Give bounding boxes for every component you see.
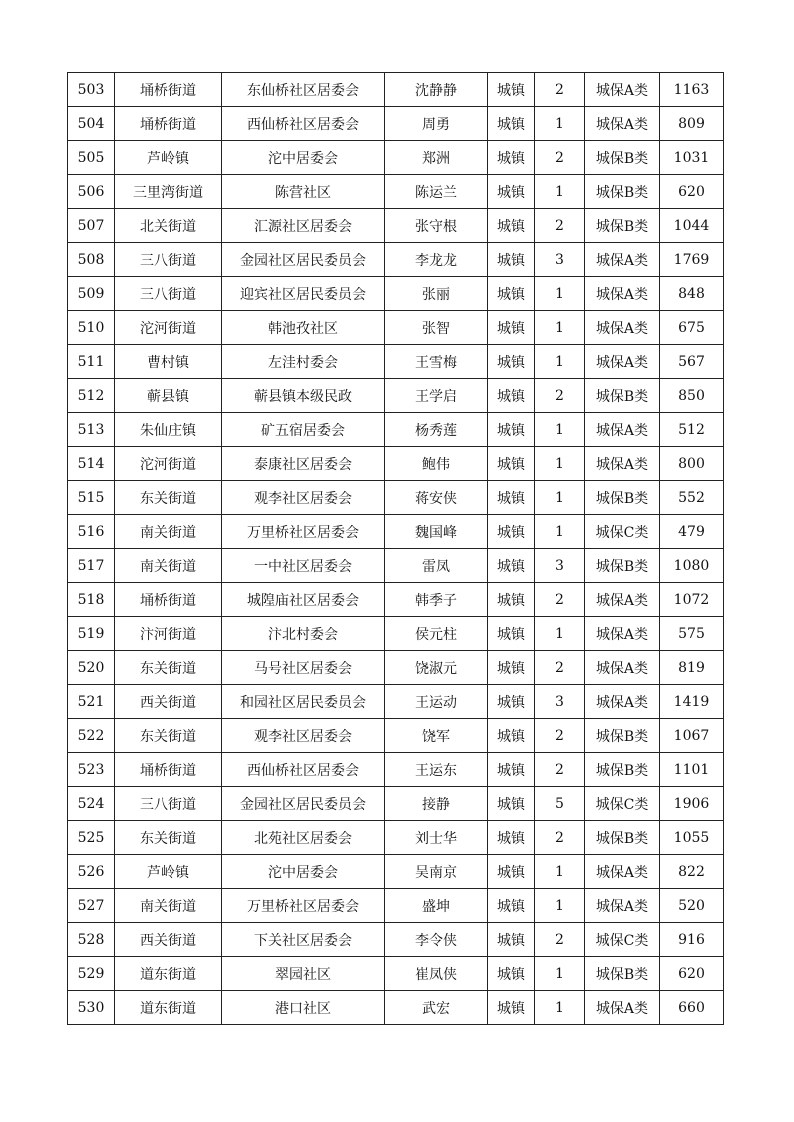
table-row [68, 413, 724, 447]
cell-amount: 850 [660, 379, 724, 413]
cell-person-name: 李龙龙 [385, 243, 488, 277]
cell-category: 城保A类 [585, 447, 660, 481]
cell-serial-number: 528 [68, 923, 115, 957]
cell-amount: 809 [660, 107, 724, 141]
cell-street: 沱河街道 [115, 311, 222, 345]
cell-household-size: 1 [535, 175, 585, 209]
cell-household-size: 2 [535, 209, 585, 243]
cell-amount: 520 [660, 889, 724, 923]
cell-household-size: 1 [535, 413, 585, 447]
cell-household-size: 1 [535, 345, 585, 379]
cell-area-type: 城镇 [488, 821, 535, 855]
cell-community: 万里桥社区居委会 [222, 515, 385, 549]
cell-serial-number: 521 [68, 685, 115, 719]
table-row [68, 855, 724, 889]
cell-serial-number: 507 [68, 209, 115, 243]
cell-area-type: 城镇 [488, 583, 535, 617]
cell-serial-number: 524 [68, 787, 115, 821]
cell-area-type: 城镇 [488, 345, 535, 379]
cell-area-type: 城镇 [488, 753, 535, 787]
cell-street: 东关街道 [115, 719, 222, 753]
table-row [68, 107, 724, 141]
cell-household-size: 1 [535, 481, 585, 515]
cell-category: 城保B类 [585, 719, 660, 753]
cell-amount: 660 [660, 991, 724, 1025]
cell-household-size: 2 [535, 141, 585, 175]
cell-community: 港口社区 [222, 991, 385, 1025]
cell-category: 城保A类 [585, 583, 660, 617]
cell-person-name: 鲍伟 [385, 447, 488, 481]
table-row [68, 957, 724, 991]
cell-household-size: 1 [535, 855, 585, 889]
cell-serial-number: 517 [68, 549, 115, 583]
table-row [68, 549, 724, 583]
cell-household-size: 1 [535, 311, 585, 345]
cell-category: 城保B类 [585, 753, 660, 787]
cell-serial-number: 513 [68, 413, 115, 447]
cell-amount: 1769 [660, 243, 724, 277]
cell-street: 北关街道 [115, 209, 222, 243]
cell-person-name: 郑洲 [385, 141, 488, 175]
cell-amount: 819 [660, 651, 724, 685]
cell-community: 金园社区居民委员会 [222, 787, 385, 821]
cell-category: 城保A类 [585, 277, 660, 311]
cell-person-name: 周勇 [385, 107, 488, 141]
cell-household-size: 3 [535, 685, 585, 719]
cell-serial-number: 529 [68, 957, 115, 991]
cell-household-size: 2 [535, 821, 585, 855]
cell-area-type: 城镇 [488, 991, 535, 1025]
cell-category: 城保A类 [585, 889, 660, 923]
table-row [68, 379, 724, 413]
cell-amount: 1031 [660, 141, 724, 175]
table-row [68, 175, 724, 209]
cell-area-type: 城镇 [488, 889, 535, 923]
table-row [68, 753, 724, 787]
cell-serial-number: 519 [68, 617, 115, 651]
cell-street: 南关街道 [115, 515, 222, 549]
cell-street: 埇桥街道 [115, 753, 222, 787]
cell-household-size: 2 [535, 73, 585, 107]
cell-amount: 1072 [660, 583, 724, 617]
cell-street: 芦岭镇 [115, 855, 222, 889]
cell-area-type: 城镇 [488, 957, 535, 991]
cell-household-size: 3 [535, 549, 585, 583]
cell-person-name: 刘士华 [385, 821, 488, 855]
table-row [68, 209, 724, 243]
cell-area-type: 城镇 [488, 73, 535, 107]
table-row [68, 243, 724, 277]
cell-street: 西关街道 [115, 923, 222, 957]
cell-category: 城保C类 [585, 515, 660, 549]
table-row [68, 73, 724, 107]
cell-amount: 620 [660, 957, 724, 991]
cell-serial-number: 525 [68, 821, 115, 855]
cell-person-name: 侯元柱 [385, 617, 488, 651]
cell-community: 汴北村委会 [222, 617, 385, 651]
cell-amount: 512 [660, 413, 724, 447]
cell-area-type: 城镇 [488, 447, 535, 481]
cell-amount: 1055 [660, 821, 724, 855]
cell-household-size: 2 [535, 719, 585, 753]
cell-community: 东仙桥社区居委会 [222, 73, 385, 107]
cell-category: 城保A类 [585, 651, 660, 685]
cell-community: 马号社区居委会 [222, 651, 385, 685]
table-row [68, 685, 724, 719]
cell-community: 汇源社区居委会 [222, 209, 385, 243]
cell-category: 城保A类 [585, 311, 660, 345]
table-row [68, 787, 724, 821]
cell-person-name: 雷凤 [385, 549, 488, 583]
cell-community: 西仙桥社区居委会 [222, 753, 385, 787]
cell-community: 陈营社区 [222, 175, 385, 209]
cell-community: 西仙桥社区居委会 [222, 107, 385, 141]
table-row [68, 719, 724, 753]
cell-household-size: 2 [535, 753, 585, 787]
cell-serial-number: 512 [68, 379, 115, 413]
cell-household-size: 1 [535, 447, 585, 481]
cell-serial-number: 514 [68, 447, 115, 481]
cell-category: 城保A类 [585, 413, 660, 447]
cell-street: 道东街道 [115, 991, 222, 1025]
cell-street: 埇桥街道 [115, 583, 222, 617]
cell-person-name: 李令侠 [385, 923, 488, 957]
cell-area-type: 城镇 [488, 175, 535, 209]
cell-category: 城保A类 [585, 73, 660, 107]
cell-community: 韩池孜社区 [222, 311, 385, 345]
cell-serial-number: 526 [68, 855, 115, 889]
cell-amount: 575 [660, 617, 724, 651]
assistance-roster-table [67, 72, 724, 1025]
cell-community: 蕲县镇本级民政 [222, 379, 385, 413]
cell-household-size: 5 [535, 787, 585, 821]
cell-community: 左洼村委会 [222, 345, 385, 379]
cell-amount: 1163 [660, 73, 724, 107]
cell-person-name: 沈静静 [385, 73, 488, 107]
cell-serial-number: 503 [68, 73, 115, 107]
cell-category: 城保B类 [585, 175, 660, 209]
cell-amount: 1080 [660, 549, 724, 583]
cell-person-name: 王运东 [385, 753, 488, 787]
cell-category: 城保A类 [585, 243, 660, 277]
cell-household-size: 1 [535, 515, 585, 549]
cell-category: 城保B类 [585, 957, 660, 991]
cell-household-size: 2 [535, 923, 585, 957]
cell-amount: 800 [660, 447, 724, 481]
cell-area-type: 城镇 [488, 243, 535, 277]
cell-serial-number: 522 [68, 719, 115, 753]
cell-category: 城保A类 [585, 107, 660, 141]
table-row [68, 651, 724, 685]
table-row [68, 991, 724, 1025]
cell-person-name: 张丽 [385, 277, 488, 311]
cell-person-name: 吴南京 [385, 855, 488, 889]
cell-household-size: 1 [535, 107, 585, 141]
cell-household-size: 2 [535, 379, 585, 413]
cell-serial-number: 508 [68, 243, 115, 277]
cell-community: 和园社区居民委员会 [222, 685, 385, 719]
cell-household-size: 3 [535, 243, 585, 277]
cell-household-size: 1 [535, 889, 585, 923]
cell-amount: 1101 [660, 753, 724, 787]
cell-community: 观李社区居委会 [222, 481, 385, 515]
cell-community: 城隍庙社区居委会 [222, 583, 385, 617]
table-row [68, 311, 724, 345]
cell-amount: 1044 [660, 209, 724, 243]
cell-category: 城保B类 [585, 549, 660, 583]
cell-amount: 1067 [660, 719, 724, 753]
table-row [68, 481, 724, 515]
cell-person-name: 王学启 [385, 379, 488, 413]
cell-amount: 1906 [660, 787, 724, 821]
cell-category: 城保B类 [585, 141, 660, 175]
cell-person-name: 王运动 [385, 685, 488, 719]
cell-street: 东关街道 [115, 821, 222, 855]
cell-community: 万里桥社区居委会 [222, 889, 385, 923]
cell-person-name: 张守根 [385, 209, 488, 243]
cell-household-size: 1 [535, 277, 585, 311]
table-row [68, 447, 724, 481]
cell-area-type: 城镇 [488, 549, 535, 583]
cell-category: 城保B类 [585, 379, 660, 413]
cell-street: 东关街道 [115, 651, 222, 685]
cell-category: 城保A类 [585, 991, 660, 1025]
cell-area-type: 城镇 [488, 379, 535, 413]
cell-serial-number: 506 [68, 175, 115, 209]
cell-amount: 567 [660, 345, 724, 379]
cell-household-size: 2 [535, 651, 585, 685]
cell-area-type: 城镇 [488, 923, 535, 957]
cell-household-size: 1 [535, 957, 585, 991]
table-row [68, 277, 724, 311]
cell-person-name: 接静 [385, 787, 488, 821]
cell-area-type: 城镇 [488, 481, 535, 515]
cell-person-name: 盛坤 [385, 889, 488, 923]
cell-amount: 479 [660, 515, 724, 549]
cell-person-name: 蒋安侠 [385, 481, 488, 515]
cell-community: 北苑社区居委会 [222, 821, 385, 855]
cell-category: 城保B类 [585, 209, 660, 243]
table-row [68, 923, 724, 957]
cell-street: 西关街道 [115, 685, 222, 719]
cell-person-name: 杨秀莲 [385, 413, 488, 447]
cell-serial-number: 505 [68, 141, 115, 175]
table-row [68, 583, 724, 617]
table-body [68, 73, 724, 1025]
cell-amount: 848 [660, 277, 724, 311]
cell-area-type: 城镇 [488, 277, 535, 311]
cell-person-name: 崔凤侠 [385, 957, 488, 991]
cell-serial-number: 509 [68, 277, 115, 311]
cell-community: 沱中居委会 [222, 855, 385, 889]
cell-serial-number: 520 [68, 651, 115, 685]
cell-street: 三八街道 [115, 787, 222, 821]
cell-category: 城保A类 [585, 685, 660, 719]
cell-area-type: 城镇 [488, 209, 535, 243]
cell-street: 三八街道 [115, 243, 222, 277]
cell-serial-number: 516 [68, 515, 115, 549]
cell-community: 矿五宿居委会 [222, 413, 385, 447]
cell-street: 三里湾街道 [115, 175, 222, 209]
cell-area-type: 城镇 [488, 617, 535, 651]
table-row [68, 889, 724, 923]
cell-person-name: 武宏 [385, 991, 488, 1025]
cell-person-name: 陈运兰 [385, 175, 488, 209]
cell-street: 南关街道 [115, 889, 222, 923]
table-row [68, 515, 724, 549]
cell-street: 南关街道 [115, 549, 222, 583]
cell-category: 城保A类 [585, 345, 660, 379]
table-row [68, 617, 724, 651]
cell-serial-number: 523 [68, 753, 115, 787]
cell-category: 城保A类 [585, 855, 660, 889]
cell-street: 埇桥街道 [115, 107, 222, 141]
cell-community: 观李社区居委会 [222, 719, 385, 753]
cell-area-type: 城镇 [488, 107, 535, 141]
cell-community: 泰康社区居委会 [222, 447, 385, 481]
cell-person-name: 饶军 [385, 719, 488, 753]
cell-amount: 822 [660, 855, 724, 889]
cell-street: 埇桥街道 [115, 73, 222, 107]
cell-area-type: 城镇 [488, 413, 535, 447]
cell-amount: 620 [660, 175, 724, 209]
cell-category: 城保B类 [585, 821, 660, 855]
cell-serial-number: 515 [68, 481, 115, 515]
cell-community: 翠园社区 [222, 957, 385, 991]
cell-community: 沱中居委会 [222, 141, 385, 175]
cell-serial-number: 527 [68, 889, 115, 923]
cell-amount: 552 [660, 481, 724, 515]
cell-area-type: 城镇 [488, 651, 535, 685]
cell-area-type: 城镇 [488, 855, 535, 889]
cell-amount: 916 [660, 923, 724, 957]
cell-category: 城保C类 [585, 787, 660, 821]
cell-street: 朱仙庄镇 [115, 413, 222, 447]
cell-serial-number: 530 [68, 991, 115, 1025]
table-row [68, 821, 724, 855]
cell-community: 一中社区居委会 [222, 549, 385, 583]
cell-street: 蕲县镇 [115, 379, 222, 413]
cell-category: 城保A类 [585, 617, 660, 651]
cell-amount: 675 [660, 311, 724, 345]
cell-person-name: 魏国峰 [385, 515, 488, 549]
cell-area-type: 城镇 [488, 141, 535, 175]
cell-street: 东关街道 [115, 481, 222, 515]
cell-street: 汴河街道 [115, 617, 222, 651]
cell-person-name: 韩季子 [385, 583, 488, 617]
cell-street: 曹村镇 [115, 345, 222, 379]
cell-amount: 1419 [660, 685, 724, 719]
cell-community: 下关社区居委会 [222, 923, 385, 957]
table-row [68, 345, 724, 379]
cell-street: 三八街道 [115, 277, 222, 311]
cell-community: 迎宾社区居民委员会 [222, 277, 385, 311]
cell-street: 沱河街道 [115, 447, 222, 481]
cell-serial-number: 511 [68, 345, 115, 379]
cell-household-size: 1 [535, 991, 585, 1025]
cell-household-size: 1 [535, 617, 585, 651]
cell-serial-number: 510 [68, 311, 115, 345]
cell-community: 金园社区居民委员会 [222, 243, 385, 277]
cell-household-size: 2 [535, 583, 585, 617]
cell-area-type: 城镇 [488, 719, 535, 753]
cell-person-name: 王雪梅 [385, 345, 488, 379]
cell-street: 芦岭镇 [115, 141, 222, 175]
cell-street: 道东街道 [115, 957, 222, 991]
cell-category: 城保C类 [585, 923, 660, 957]
cell-area-type: 城镇 [488, 685, 535, 719]
cell-serial-number: 518 [68, 583, 115, 617]
cell-area-type: 城镇 [488, 311, 535, 345]
cell-person-name: 张智 [385, 311, 488, 345]
cell-category: 城保B类 [585, 481, 660, 515]
cell-serial-number: 504 [68, 107, 115, 141]
table-row [68, 141, 724, 175]
cell-person-name: 饶淑元 [385, 651, 488, 685]
cell-area-type: 城镇 [488, 515, 535, 549]
cell-area-type: 城镇 [488, 787, 535, 821]
